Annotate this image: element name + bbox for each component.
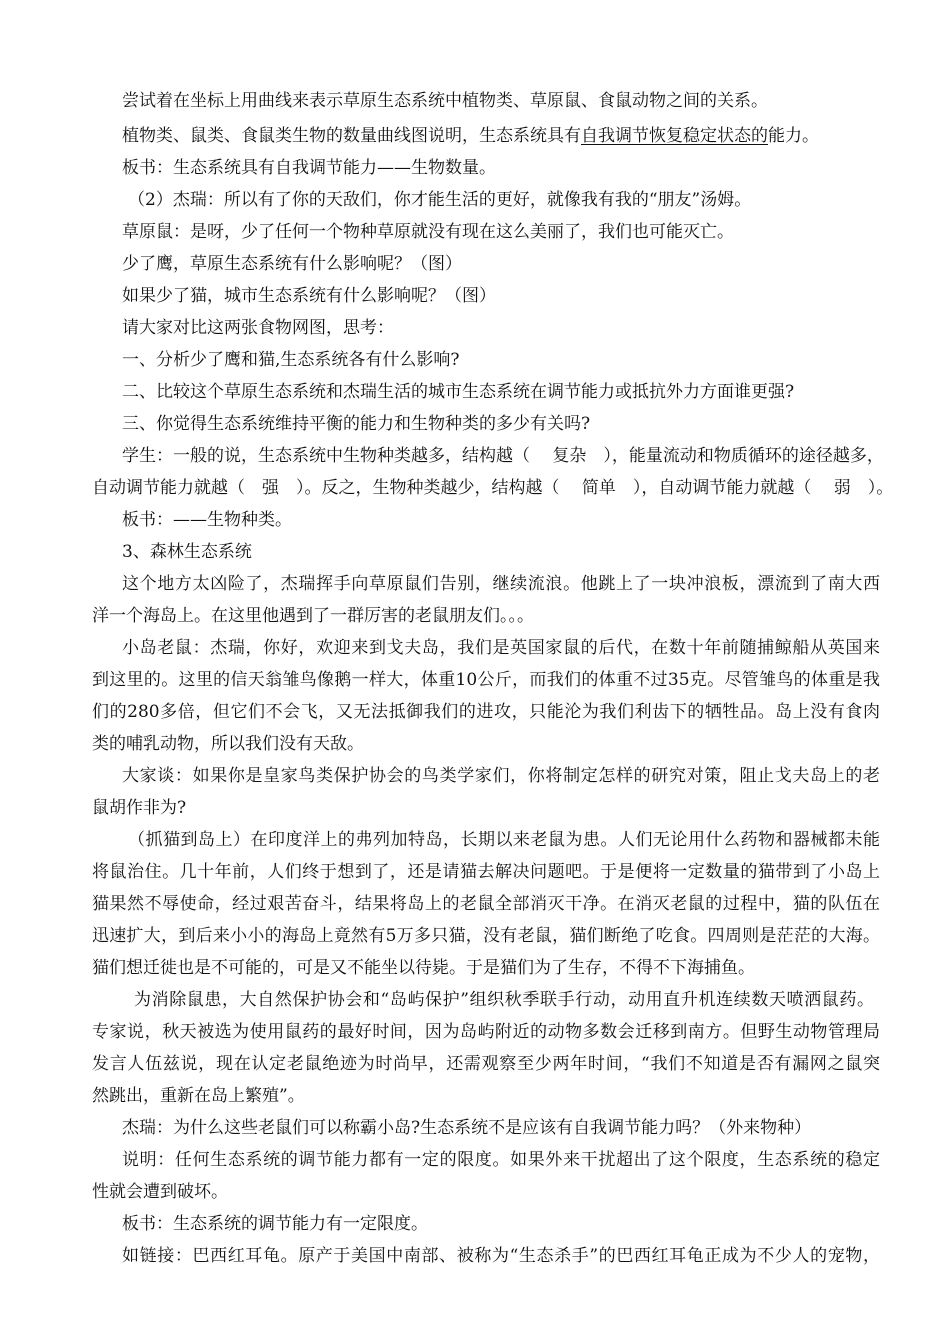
paragraph-line: 们的280多倍，但它们不会飞，又无法抵御我们的进攻，只能沦为我们利齿下的牺牲品。岛上没有食肉: [92, 702, 880, 722]
paragraph-line: （2）杰瑞：所以有了你的天敌们，你才能生活的更好，就像我有我的“朋友”汤姆。: [128, 190, 752, 210]
paragraph-line: 自动调节能力就越（ 强 ）。反之，生物种类越少，结构越（ 简单 ），自动调节能力就越（ 弱 ）。: [92, 478, 894, 498]
paragraph-line: 少了鹰，草原生态系统有什么影响呢？（图）: [122, 254, 462, 274]
paragraph-line: 洋一个海岛上。在这里他遇到了一群厉害的老鼠朋友们。。。: [92, 606, 534, 626]
paragraph-line: 大家谈：如果你是皇家鸟类保护协会的鸟类学家们，你将制定怎样的研究对策，阻止戈夫岛上的老: [122, 766, 880, 786]
paragraph-line: 将鼠治住。几十年前，人们终于想到了，还是请猫去解决问题吧。于是便将一定数量的猫带到了小岛上: [92, 862, 880, 882]
paragraph-line: 草原鼠：是呀，少了任何一个物种草原就没有现在这么美丽了，我们也可能灭亡。: [122, 222, 734, 242]
paragraph-line: 然跳出，重新在岛上繁殖”。: [92, 1086, 305, 1106]
paragraph-line: 植物类、鼠类、食鼠类生物的数量曲线图说明，生态系统具有自我调节恢复稳定状态的能力。: [122, 126, 819, 146]
paragraph-line: 小岛老鼠：杰瑞，你好，欢迎来到戈夫岛，我们是英国家鼠的后代，在数十年前随捕鲸船从英国来: [122, 638, 880, 658]
paragraph-line: 学生：一般的说，生态系统中生物种类越多，结构越（ 复杂 ），能量流动和物质循环的途径越多，: [122, 446, 884, 466]
board-note-line: 板书：——生物种类。: [122, 510, 292, 530]
paragraph-line: 如链接：巴西红耳龟。原产于美国中南部、被称为“生态杀手”的巴西红耳龟正成为不少人的宠物，: [122, 1246, 880, 1266]
paragraph-line: 杰瑞：为什么这些老鼠们可以称霸小岛?生态系统不是应该有自我调节能力吗？（外来物种）: [122, 1118, 812, 1138]
section-heading: 3、森林生态系统: [122, 542, 252, 562]
paragraph-line: 发言人伍兹说，现在认定老鼠绝迹为时尚早，还需观察至少两年时间，“我们不知道是否有漏网之鼠突: [92, 1054, 880, 1074]
paragraph-line: 请大家对比这两张食物网图，思考：: [122, 318, 394, 338]
paragraph-line: 专家说，秋天被选为使用鼠药的最好时间，因为岛屿附近的动物多数会迁移到南方。但野生动物管理局: [92, 1022, 880, 1042]
paragraph-line: 鼠胡作非为?: [92, 798, 187, 818]
board-note-line: 板书：生态系统的调节能力有一定限度。: [122, 1214, 428, 1234]
paragraph-line: 类的哺乳动物，所以我们没有天敌。: [92, 734, 364, 754]
paragraph-line: 猫果然不辱使命，经过艰苦奋斗，结果将岛上的老鼠全部消灭干净。在消灭老鼠的过程中，猫的队伍在: [92, 894, 880, 914]
board-note-line: 板书：生态系统具有自我调节能力——生物数量。: [122, 158, 496, 178]
paragraph-line: 说明：任何生态系统的调节能力都有一定的限度。如果外来干扰超出了这个限度，生态系统的稳定: [122, 1150, 880, 1170]
underlined-answer: 自我调节恢复稳定状态的: [581, 126, 768, 146]
paragraph-line: 到这里的。这里的信天翁雏鸟像鹅一样大，体重10公斤，而我们的体重不过35克。尽管雏鸟的体重是我: [92, 670, 880, 690]
paragraph-line: 为消除鼠患，大自然保护协会和“岛屿保护”组织秋季联手行动，动用直升机连续数天喷洒鼠药。: [134, 990, 874, 1010]
paragraph-line: 如果少了猫，城市生态系统有什么影响呢？（图）: [122, 286, 496, 306]
paragraph-line: 尝试着在坐标上用曲线来表示草原生态系统中植物类、草原鼠、食鼠动物之间的关系。: [122, 91, 768, 111]
paragraph-line: 迅速扩大，到后来小小的海岛上竟然有5万多只猫，没有老鼠，猫们断绝了吃食。四周则是茫茫的大海。: [92, 926, 880, 946]
question-line: 三、你觉得生态系统维持平衡的能力和生物种类的多少有关吗?: [122, 414, 591, 434]
question-line: 一、分析少了鹰和猫,生态系统各有什么影响?: [122, 350, 460, 370]
question-line: 二、比较这个草原生态系统和杰瑞生活的城市生态系统在调节能力或抵抗外力方面谁更强?: [122, 382, 795, 402]
paragraph-line: （抓猫到岛上）在印度洋上的弗列加特岛，长期以来老鼠为患。人们无论用什么药物和器械都未能: [128, 830, 880, 850]
paragraph-line: 性就会遭到破坏。: [92, 1182, 228, 1202]
paragraph-line: 这个地方太凶险了，杰瑞挥手向草原鼠们告别，继续流浪。他跳上了一块冲浪板，漂流到了南大西: [122, 574, 880, 594]
paragraph-line: 猫们想迁徙也是不可能的，可是又不能坐以待毙。于是猫们为了生存，不得不下海捕鱼。: [92, 958, 755, 978]
